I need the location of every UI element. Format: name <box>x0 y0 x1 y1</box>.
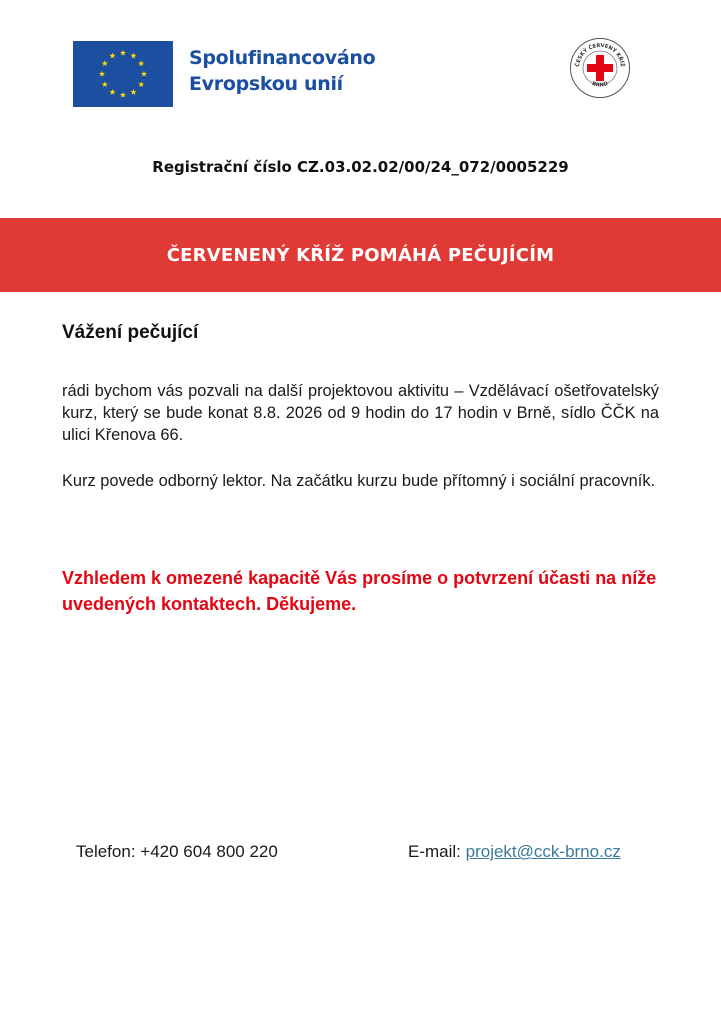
eu-line-1: Spolufinancováno <box>189 47 376 69</box>
banner-title: ČERVENENÝ KŘÍŽ POMÁHÁ PEČUJÍCÍM <box>166 244 555 266</box>
title-banner <box>0 218 721 292</box>
logo-text-bottom: BRNO <box>591 81 609 89</box>
contact-phone: Telefon: +420 604 800 220 <box>76 842 278 861</box>
eu-line-2: Evropskou unií <box>189 73 343 95</box>
capacity-notice: Vzhledem k omezené kapacitě Vás prosíme o potvrzení účasti na níže uvedených kontaktech. Děkujeme. <box>62 568 657 614</box>
eu-flag-icon <box>73 41 173 107</box>
registration-number: Registrační číslo CZ.03.02.02/00/24_072/0005229 <box>152 158 569 176</box>
eu-cofinancing-text <box>189 45 375 97</box>
email-label: E-mail: <box>408 842 466 861</box>
lecturer-paragraph: Kurz povede odborný lektor. Na začátku kurzu bude přítomný i sociální pracovník. <box>62 472 656 490</box>
invitation-paragraph: rádi bychom vás pozvali na další projektovou aktivitu – Vzdělávací ošetřovatelský kurz, který se bude konat 8.8. 2026 od 9 hodin do 17 hodin v Brně, sídlo ČČK na ulici Křenova 66. <box>62 382 659 444</box>
email-link[interactable]: projekt@cck-brno.cz <box>465 842 621 861</box>
red-cross-logo-icon <box>569 37 631 99</box>
salutation: Vážení pečující <box>62 322 199 343</box>
logo-text-top: ČESKÝ ČERVENÝ KŘÍŽ <box>574 42 626 68</box>
contact-email <box>408 842 621 862</box>
